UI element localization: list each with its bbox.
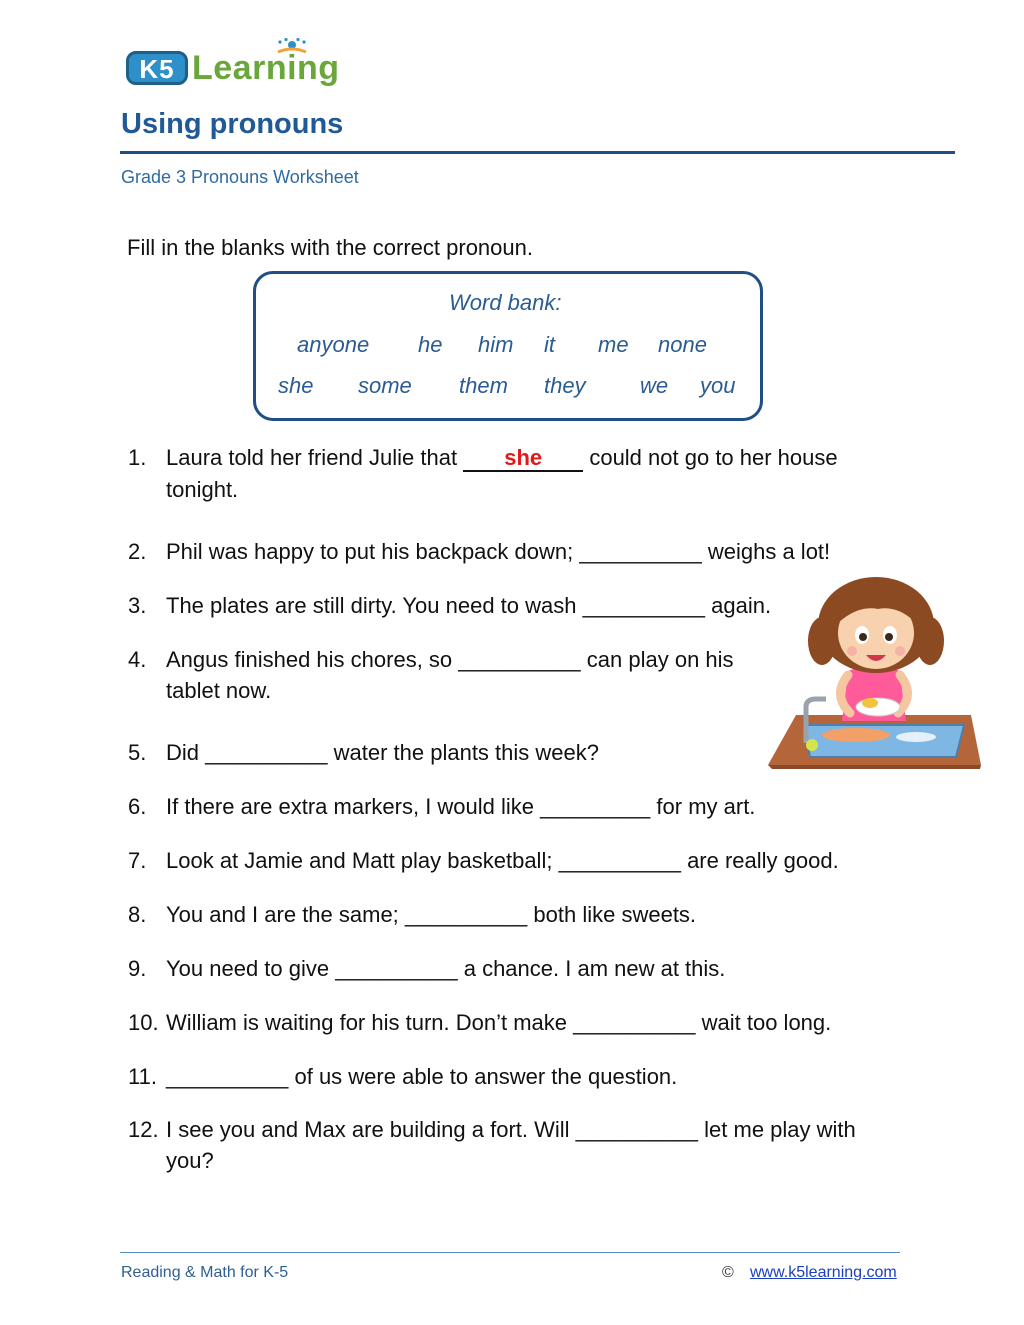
answer-blank[interactable]: __________ xyxy=(335,956,458,981)
footer-divider xyxy=(120,1252,900,1253)
footer-tagline: Reading & Math for K-5 xyxy=(121,1264,289,1281)
question-number: 5. xyxy=(128,740,147,765)
question-text: Did xyxy=(166,740,200,765)
page-title: Using pronouns xyxy=(121,108,344,140)
title-divider xyxy=(120,151,955,154)
question-text: again. xyxy=(711,593,772,618)
question-text: Angus finished his chores, so xyxy=(166,647,453,672)
word-bank-word: they xyxy=(544,373,586,398)
question-text: Laura told her friend Julie that xyxy=(166,445,458,470)
question-text: are really good. xyxy=(687,848,839,873)
answer-blank[interactable]: __________ xyxy=(166,1064,289,1089)
website-link[interactable]: www.k5learning.com xyxy=(750,1264,897,1281)
question-text: tonight. xyxy=(166,477,239,502)
question-text: William is waiting for his turn. Don’t make xyxy=(166,1010,568,1035)
question-number: 8. xyxy=(128,902,147,927)
question-text: can play on his xyxy=(586,647,734,672)
question-text: water the plants this week? xyxy=(333,740,599,765)
word-bank-word: she xyxy=(278,373,314,398)
question-text: wait too long. xyxy=(701,1010,832,1035)
answer-blank[interactable]: __________ xyxy=(458,647,581,672)
question-text: I see you and Max are building a fort. Will xyxy=(166,1117,570,1142)
word-bank-word: you xyxy=(700,373,736,398)
question-number: 9. xyxy=(128,956,147,981)
word-bank-word: anyone xyxy=(297,332,370,357)
word-bank-word: them xyxy=(459,373,508,398)
question-text: Look at Jamie and Matt play basketball; xyxy=(166,848,553,873)
question-text: If there are extra markers, I would like xyxy=(166,794,535,819)
question-text: a chance. I am new at this. xyxy=(463,956,726,981)
word-bank-word: him xyxy=(478,332,514,357)
answer-blank[interactable]: __________ xyxy=(575,1117,699,1142)
question-number: 10. xyxy=(128,1010,159,1035)
answer-blank: she xyxy=(463,446,583,472)
answer-blank[interactable]: __________ xyxy=(205,740,328,765)
question-number: 7. xyxy=(128,848,147,873)
question-number: 4. xyxy=(128,647,147,672)
question-number: 1. xyxy=(128,445,147,470)
logo-person-icon xyxy=(272,38,312,74)
answer-blank[interactable]: __________ xyxy=(582,593,705,618)
word-bank-word: we xyxy=(640,373,669,398)
copyright-symbol: © xyxy=(722,1264,734,1281)
answer-blank[interactable]: __________ xyxy=(404,902,528,927)
word-bank-word: he xyxy=(418,332,443,357)
question-number: 2. xyxy=(128,539,147,564)
word-bank-box xyxy=(253,271,763,421)
instructions: Fill in the blanks with the correct pronoun. xyxy=(127,235,533,260)
page-subtitle: Grade 3 Pronouns Worksheet xyxy=(121,167,359,187)
question-text: You and I are the same; xyxy=(166,902,399,927)
question-number: 3. xyxy=(128,593,147,618)
question-number: 6. xyxy=(128,794,147,819)
question-text: tablet now. xyxy=(166,678,272,703)
word-bank-heading: Word bank: xyxy=(449,290,562,315)
question-text: of us were able to answer the question. xyxy=(294,1064,678,1089)
word-bank-word: it xyxy=(544,332,555,357)
question-text: could not go to her house xyxy=(589,445,838,470)
word-bank-word: some xyxy=(358,373,412,398)
question-text: you? xyxy=(166,1148,214,1173)
answer-blank[interactable]: __________ xyxy=(579,539,702,564)
question-text: Phil was happy to put his backpack down; xyxy=(166,539,574,564)
word-bank-word: me xyxy=(598,332,629,357)
logo-wordmark: Learning xyxy=(192,49,340,87)
question-text: both like sweets. xyxy=(533,902,697,927)
logo-badge: K5 xyxy=(126,51,188,85)
question-number: 12. xyxy=(128,1117,159,1142)
answer-blank[interactable]: _________ xyxy=(540,794,651,819)
question-text: let me play with xyxy=(704,1117,856,1142)
answer-blank[interactable]: __________ xyxy=(573,1010,696,1035)
question-number: 11. xyxy=(128,1064,157,1089)
question-text: You need to give xyxy=(166,956,330,981)
question-text: weighs a lot! xyxy=(707,539,831,564)
question-text: The plates are still dirty. You need to wash xyxy=(166,593,577,618)
answer-blank[interactable]: __________ xyxy=(558,848,681,873)
word-bank-word: none xyxy=(658,332,707,357)
k5-learning-logo xyxy=(124,38,344,92)
girl-washing-dishes-illustration xyxy=(766,575,984,775)
question-text: for my art. xyxy=(656,794,756,819)
